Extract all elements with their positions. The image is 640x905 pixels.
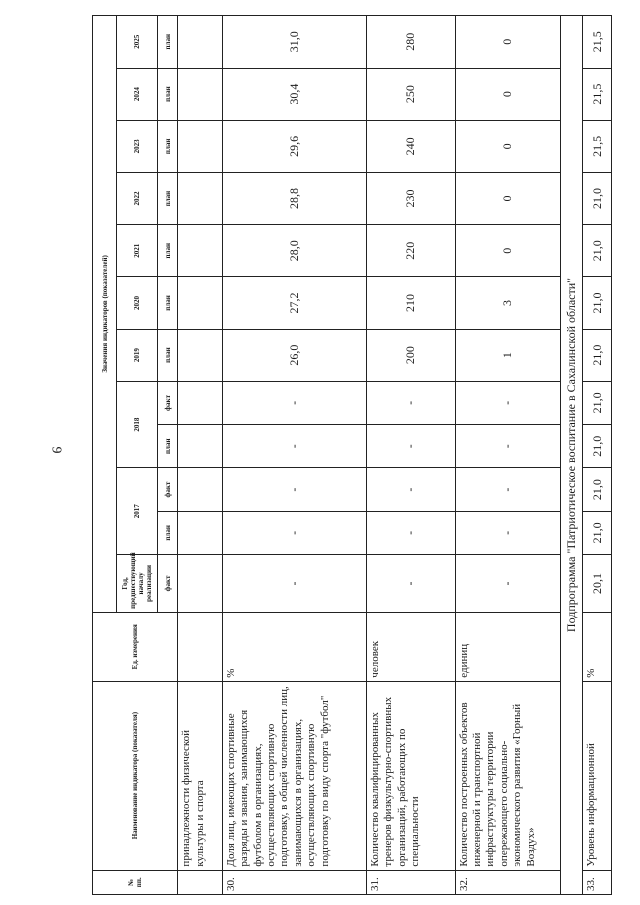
value-cell: -: [455, 381, 560, 424]
header-2025: 2025: [117, 16, 158, 69]
value-cell: -: [455, 425, 560, 468]
subprogram-title: Подпрограмма "Патриотическое воспитание в Сахалинской области": [560, 16, 582, 895]
indicators-table: [92, 15, 612, 895]
header-2021-plan: план: [158, 225, 178, 277]
value-cell: 27,2: [222, 277, 366, 329]
value-cell: -: [366, 555, 455, 613]
value-cell: [178, 68, 222, 120]
value-cell: 21,0: [583, 172, 612, 224]
value-cell: -: [222, 425, 366, 468]
value-cell: 0: [455, 225, 560, 277]
value-cell: 230: [366, 172, 455, 224]
value-cell: 20,1: [583, 555, 612, 613]
header-2019: 2019: [117, 329, 158, 381]
table-row: [455, 16, 560, 895]
value-cell: 220: [366, 225, 455, 277]
row-number: 31.: [366, 870, 455, 894]
value-cell: 21,5: [583, 16, 612, 69]
value-cell: [178, 120, 222, 172]
value-cell: [178, 225, 222, 277]
value-cell: -: [366, 468, 455, 511]
value-cell: 0: [455, 172, 560, 224]
value-cell: -: [222, 511, 366, 554]
header-2018-fact: факт: [158, 381, 178, 424]
value-cell: 0: [455, 68, 560, 120]
value-cell: [178, 16, 222, 69]
value-cell: [178, 381, 222, 424]
value-cell: [178, 425, 222, 468]
header-unit: Ед. измерения: [93, 612, 178, 681]
page-number: 9: [48, 446, 64, 454]
header-base-fact: факт: [158, 555, 178, 613]
header-base-year: Год, предшествующий началу реализации: [117, 555, 158, 613]
row-number: [178, 870, 222, 894]
value-cell: 29,6: [222, 120, 366, 172]
value-cell: -: [455, 555, 560, 613]
table-row: [178, 16, 222, 895]
header-2020-plan: план: [158, 277, 178, 329]
value-cell: [178, 277, 222, 329]
header-2023: 2023: [117, 120, 158, 172]
unit-cell: %: [222, 612, 366, 681]
value-cell: -: [222, 381, 366, 424]
value-cell: -: [455, 468, 560, 511]
indicator-name: Уровень информационной: [583, 681, 612, 870]
header-2020: 2020: [117, 277, 158, 329]
value-cell: -: [222, 555, 366, 613]
value-cell: [178, 329, 222, 381]
value-cell: 30,4: [222, 68, 366, 120]
value-cell: 210: [366, 277, 455, 329]
value-cell: 240: [366, 120, 455, 172]
header-2019-plan: план: [158, 329, 178, 381]
value-cell: 21,0: [583, 329, 612, 381]
header-2021: 2021: [117, 225, 158, 277]
header-2024-plan: план: [158, 68, 178, 120]
row-number: 33.: [583, 870, 612, 894]
header-2017-plan: план: [158, 511, 178, 554]
value-cell: 26,0: [222, 329, 366, 381]
value-cell: 21,0: [583, 225, 612, 277]
header-2022-plan: план: [158, 172, 178, 224]
unit-cell: единиц: [455, 612, 560, 681]
value-cell: 21,0: [583, 468, 612, 511]
value-cell: 200: [366, 329, 455, 381]
table-row: [583, 16, 612, 895]
value-cell: -: [455, 511, 560, 554]
indicator-name: Количество построенных объектов инженерной и транспортной инфраструктуры территории опережающего социально-экономического развития «Горный Воздух»: [455, 681, 560, 870]
header-2018-plan: план: [158, 425, 178, 468]
value-cell: 31,0: [222, 16, 366, 69]
value-cell: 0: [455, 16, 560, 69]
header-num: № пп.: [93, 870, 178, 894]
value-cell: 1: [455, 329, 560, 381]
value-cell: 21,0: [583, 277, 612, 329]
header-2022: 2022: [117, 172, 158, 224]
value-cell: [178, 555, 222, 613]
value-cell: 21,5: [583, 120, 612, 172]
value-cell: 28,0: [222, 225, 366, 277]
subprogram-row: [560, 16, 582, 895]
value-cell: 21,0: [583, 381, 612, 424]
value-cell: [178, 172, 222, 224]
header-2017-fact: факт: [158, 468, 178, 511]
unit-cell: %: [583, 612, 612, 681]
indicator-name: принадлежности физической культуры и спорта: [178, 681, 222, 870]
header-2024: 2024: [117, 68, 158, 120]
value-cell: [178, 511, 222, 554]
unit-cell: человек: [366, 612, 455, 681]
table-row: [366, 16, 455, 895]
header-2023-plan: план: [158, 120, 178, 172]
value-cell: 21,5: [583, 68, 612, 120]
value-cell: [178, 468, 222, 511]
value-cell: -: [366, 511, 455, 554]
indicator-name: Количество квалифицированных тренеров физкультурно-спортивных организаций, работающих по специальности: [366, 681, 455, 870]
value-cell: 250: [366, 68, 455, 120]
header-2018: 2018: [117, 381, 158, 468]
header-name: Наименование индикатора (показателя): [93, 681, 178, 870]
value-cell: 21,0: [583, 425, 612, 468]
header-2017: 2017: [117, 468, 158, 555]
table-body: [178, 16, 612, 895]
value-cell: 3: [455, 277, 560, 329]
row-number: 30.: [222, 870, 366, 894]
header-2025-plan: план: [158, 16, 178, 69]
row-number: 32.: [455, 870, 560, 894]
value-cell: -: [366, 425, 455, 468]
indicator-name: Доля лиц, имеющих спортивные разряды и звания, занимающихся футболом в организациях, осуществляющих спортивную подготовку, в общей численности лиц, занимающихся в организациях, осуществляющих спортивную подготовку по виду спорта "футбол": [222, 681, 366, 870]
table-row: [222, 16, 366, 895]
header-values-group: Значения индикаторов (показателей): [93, 16, 117, 613]
value-cell: -: [366, 381, 455, 424]
unit-cell: [178, 612, 222, 681]
value-cell: 28,8: [222, 172, 366, 224]
value-cell: 280: [366, 16, 455, 69]
value-cell: 0: [455, 120, 560, 172]
value-cell: -: [222, 468, 366, 511]
value-cell: 21,0: [583, 511, 612, 554]
